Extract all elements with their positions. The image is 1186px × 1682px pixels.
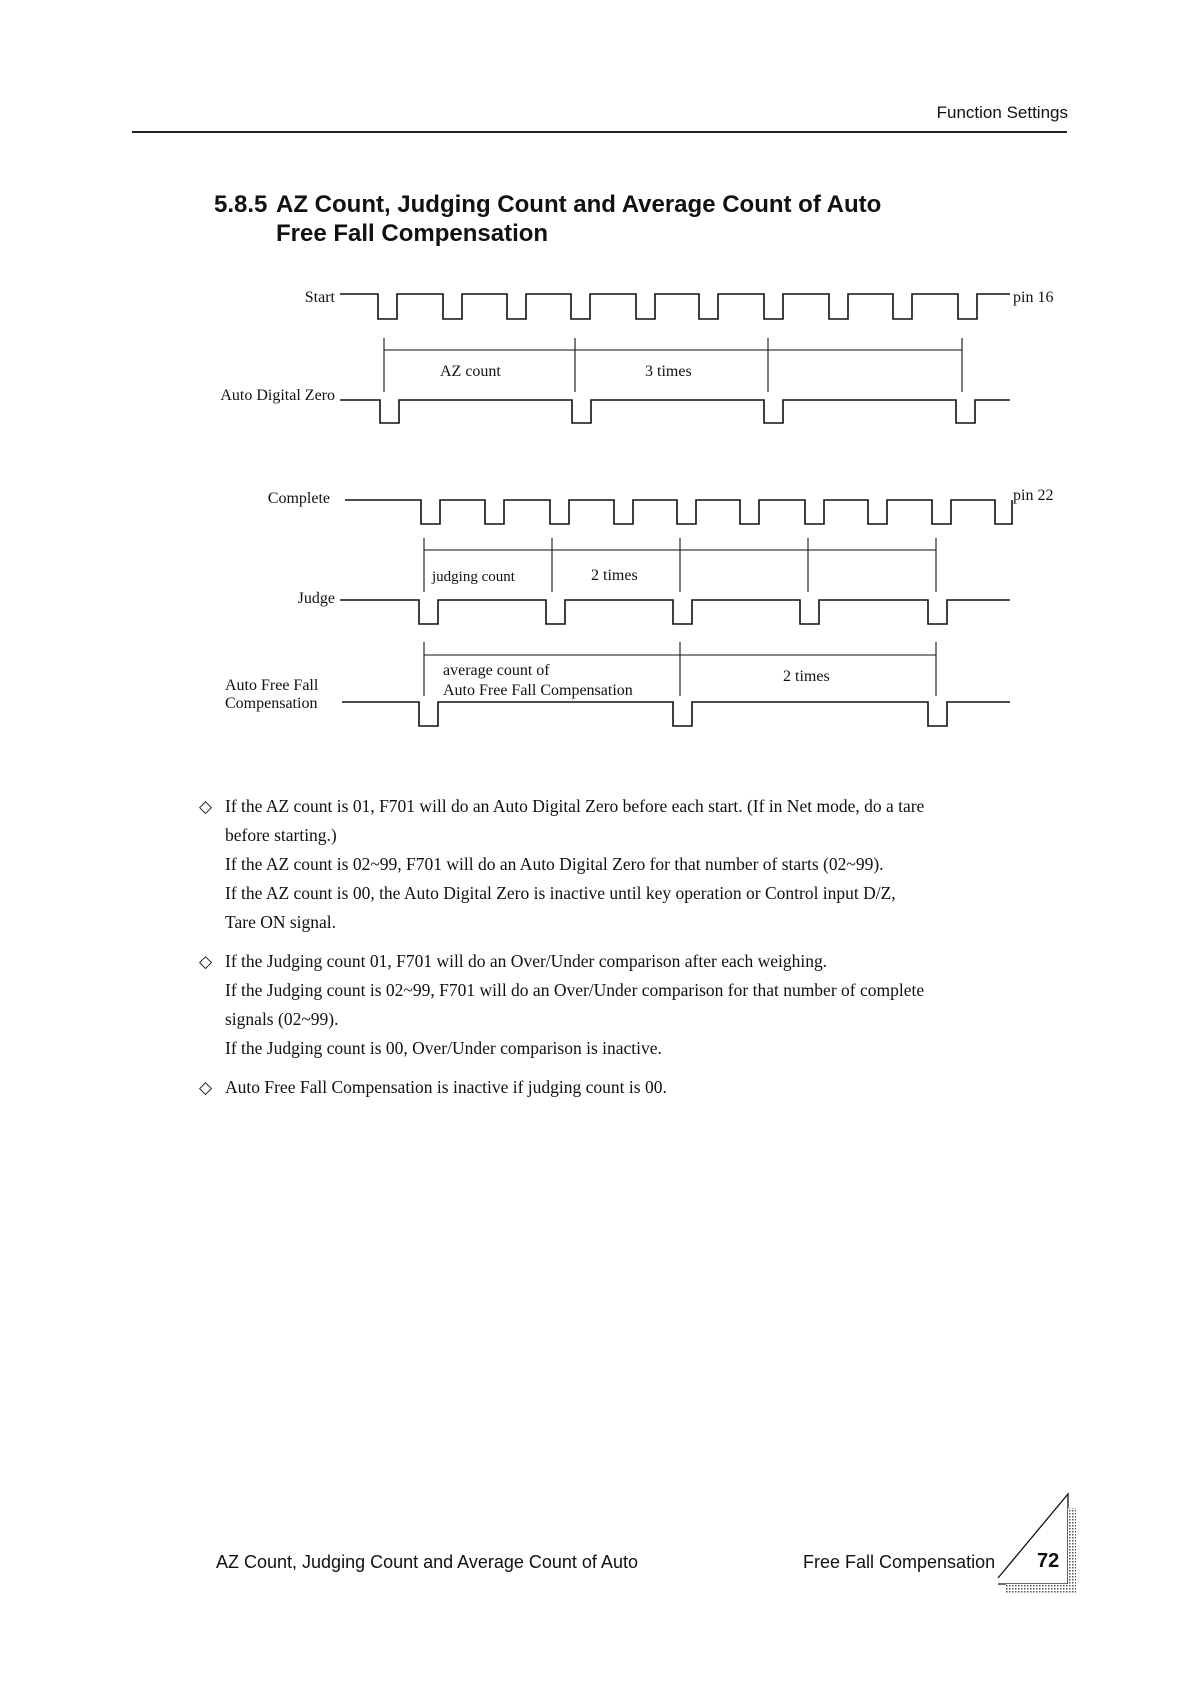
pin-22-label: pin 22: [1013, 487, 1054, 504]
judging-times-label: 2 times: [591, 567, 638, 584]
page-corner-mark: [988, 1486, 1088, 1606]
waveform-start: [340, 294, 1010, 319]
label-judge: Judge: [297, 590, 335, 607]
label-start: Start: [304, 289, 335, 306]
az-times-label: 3 times: [645, 363, 692, 380]
label-affc-line2: Compensation: [225, 695, 318, 712]
waveform-complete: [345, 500, 1012, 524]
timing-diagram: [0, 0, 1186, 760]
label-affc-line1: Auto Free Fall: [225, 677, 319, 694]
page-number: 72: [1037, 1550, 1060, 1572]
label-auto-digital-zero: Auto Digital Zero: [220, 387, 335, 404]
average-count-label-line2: Auto Free Fall Compensation: [443, 682, 633, 699]
notes-list: [199, 792, 1059, 1112]
note-line: Tare ON signal.: [225, 912, 337, 932]
note-line: before starting.): [225, 825, 337, 845]
note-line: If the Judging count is 02~99, F701 will do an Over/Under comparison for that number of complete: [225, 980, 925, 1000]
label-complete: Complete: [267, 490, 330, 507]
footer-left-title: AZ Count, Judging Count and Average Count of Auto: [216, 1552, 638, 1572]
judging-count-label: judging count: [432, 569, 515, 585]
note-judging-count: [199, 947, 1059, 1063]
average-count-label-line1: average count of: [443, 662, 550, 679]
note-line: Auto Free Fall Compensation is inactive if judging count is 00.: [225, 1077, 667, 1097]
section-title-line1: AZ Count, Judging Count and Average Count of Auto: [276, 191, 882, 218]
diamond-bullet-icon: ◇: [199, 1078, 213, 1097]
note-affc: [199, 1073, 1059, 1102]
az-count-label: AZ count: [440, 363, 501, 380]
note-line: If the Judging count is 00, Over/Under comparison is inactive.: [225, 1038, 662, 1058]
note-line: If the AZ count is 00, the Auto Digital Zero is inactive until key operation or Control input D/Z,: [225, 883, 896, 903]
diamond-bullet-icon: ◇: [199, 797, 213, 816]
note-line: If the AZ count is 01, F701 will do an Auto Digital Zero before each start. (If in Net mode, do a tare: [225, 796, 925, 816]
note-line: signals (02~99).: [225, 1009, 339, 1029]
section-title-line2: Free Fall Compensation: [276, 220, 549, 247]
pin-16-label: pin 16: [1013, 289, 1054, 306]
header-title: Function Settings: [936, 103, 1068, 122]
waveform-auto-digital-zero: [340, 400, 1010, 423]
section-number: 5.8.5: [214, 191, 268, 218]
note-az-count: [199, 792, 1059, 937]
footer-right-title: Free Fall Compensation: [803, 1552, 996, 1572]
waveform-affc: [342, 702, 1010, 726]
waveform-judge: [340, 600, 1010, 624]
note-line: If the Judging count 01, F701 will do an Over/Under comparison after each weighing.: [225, 951, 828, 971]
note-line: If the AZ count is 02~99, F701 will do an Auto Digital Zero for that number of starts (02~99).: [225, 854, 884, 874]
average-times-label: 2 times: [783, 668, 830, 685]
diamond-bullet-icon: ◇: [199, 952, 213, 971]
